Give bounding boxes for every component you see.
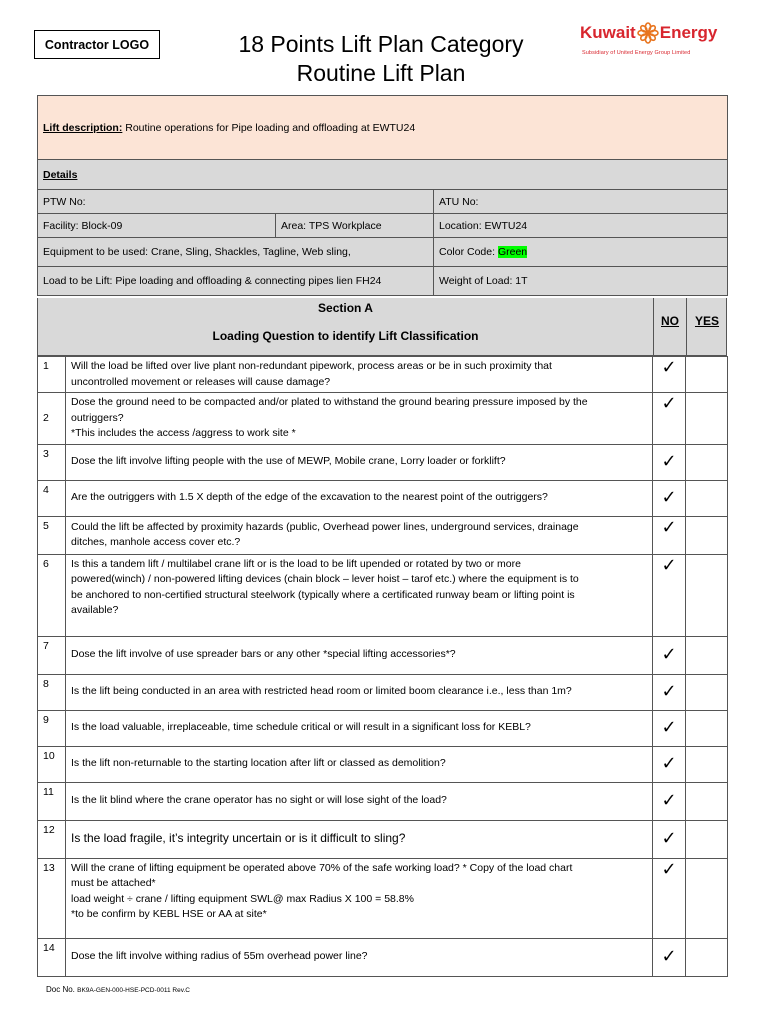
flower-icon <box>637 22 659 44</box>
section-subtitle: Loading Question to identify Lift Classification <box>212 329 479 343</box>
doc-number-value: BK9A-GEN-000-HSE-PCD-0011 Rev.C <box>77 987 190 994</box>
check-mark-icon: ✓ <box>661 858 677 879</box>
question-text-line: Dose the lift involve withing radius of 55m overhead power line? <box>71 950 368 963</box>
question-row <box>38 938 728 976</box>
no-answer-cell[interactable] <box>653 710 686 746</box>
question-text-line: Dose the ground need to be compacted and/or plated to withstand the ground bearing pressure imposed by the <box>71 396 588 408</box>
question-row <box>38 820 728 858</box>
question-number: 12 <box>38 820 66 858</box>
no-answer-cell[interactable] <box>653 636 686 674</box>
lift-description-row <box>38 96 728 160</box>
details-heading-row <box>38 160 728 190</box>
question-text-line: be anchored to non-certified structural steelwork (typically where a certificated runway beam or lifting point is <box>71 588 575 601</box>
yes-answer-cell[interactable] <box>686 393 728 445</box>
lift-details-table <box>37 95 728 296</box>
question-number: 11 <box>38 782 66 820</box>
yes-answer-cell[interactable] <box>686 820 728 858</box>
question-text-line: Is the lit blind where the crane operator has no sight or will lose sight of the load? <box>71 794 447 807</box>
area-field: Area: TPS Workplace <box>276 214 434 238</box>
question-number: 7 <box>38 636 66 674</box>
contractor-logo-placeholder: Contractor LOGO <box>34 30 160 59</box>
yes-answer-cell[interactable] <box>686 710 728 746</box>
brand-name-right: Energy <box>659 23 718 42</box>
no-answer-cell[interactable] <box>653 746 686 782</box>
question-text-line: load weight ÷ crane / lifting equipment SWL@ max Radius X 100 = 58.8% <box>71 892 414 905</box>
yes-answer-cell[interactable] <box>686 480 728 516</box>
color-code-value: Green <box>497 246 528 258</box>
question-text <box>66 393 653 445</box>
question-row <box>38 393 728 445</box>
weight-field: Weight of Load: 1T <box>434 267 728 296</box>
question-text <box>66 710 653 746</box>
question-row <box>38 444 728 480</box>
yes-answer-cell[interactable] <box>686 782 728 820</box>
no-answer-cell[interactable] <box>653 782 686 820</box>
question-text-line: available? <box>71 604 119 616</box>
no-answer-cell[interactable] <box>653 858 686 938</box>
yes-column-header: YES <box>694 314 719 328</box>
question-text <box>66 674 653 710</box>
question-number: 1 <box>38 357 66 393</box>
no-answer-cell[interactable] <box>653 444 686 480</box>
title-line-2: Routine Lift Plan <box>296 60 466 86</box>
question-text-line: Will the load be lifted over live plant non-redundant pipework, process areas or be in such proximity that <box>71 360 552 372</box>
check-mark-icon: ✓ <box>661 516 677 537</box>
question-text <box>66 357 653 393</box>
question-number: 9 <box>38 710 66 746</box>
question-text-line: uncontrolled movement or releases will cause damage? <box>71 375 331 388</box>
check-mark-icon: ✓ <box>661 554 677 575</box>
no-answer-cell[interactable] <box>653 480 686 516</box>
question-number: 14 <box>38 938 66 976</box>
question-text-line: ditches, manhole access cover etc.? <box>71 536 241 548</box>
yes-answer-cell[interactable] <box>686 674 728 710</box>
color-code-label: Color Code: <box>439 246 498 258</box>
document-number <box>46 985 190 994</box>
yes-answer-cell[interactable] <box>686 516 728 554</box>
yes-answer-cell[interactable] <box>686 554 728 636</box>
no-answer-cell[interactable] <box>653 674 686 710</box>
check-mark-icon: ✓ <box>661 681 677 702</box>
no-column-header: NO <box>661 314 679 328</box>
question-number: 10 <box>38 746 66 782</box>
lift-description-label: Lift description: <box>43 121 123 134</box>
check-mark-icon: ✓ <box>661 790 677 811</box>
lift-description-cell <box>38 96 728 160</box>
no-answer-cell[interactable] <box>653 938 686 976</box>
question-row <box>38 357 728 393</box>
no-answer-cell[interactable] <box>653 516 686 554</box>
question-text-line: Is the lift being conducted in an area with restricted head room or limited boom clearance i.e., less than 1m? <box>71 685 572 698</box>
details-heading: Details <box>43 168 78 181</box>
question-text-line: Dose the lift involve lifting people with the use of MEWP, Mobile crane, Lorry loader or forklift? <box>71 455 506 468</box>
page-title <box>200 30 562 88</box>
question-number: 8 <box>38 674 66 710</box>
question-row <box>38 746 728 782</box>
question-number: 2 <box>38 393 66 445</box>
question-text <box>66 938 653 976</box>
question-text <box>66 554 653 636</box>
question-text <box>66 636 653 674</box>
title-line-1: 18 Points Lift Plan Category <box>238 31 524 57</box>
question-row <box>38 674 728 710</box>
load-field: Load to be Lift: Pipe loading and offloading & connecting pipes lien FH24 <box>38 267 434 296</box>
question-row <box>38 480 728 516</box>
lift-description-value: Routine operations for Pipe loading and offloading at EWTU24 <box>122 121 416 134</box>
equipment-field: Equipment to be used: Crane, Sling, Shackles, Tagline, Web sling, <box>38 238 434 267</box>
check-mark-icon: ✓ <box>661 717 677 738</box>
question-text-line: Could the lift be affected by proximity hazards (public, Overhead power lines, underground services, drainage <box>71 520 579 533</box>
yes-answer-cell[interactable] <box>686 444 728 480</box>
load-row <box>38 267 728 296</box>
no-answer-cell[interactable] <box>653 820 686 858</box>
question-text-line: must be attached* <box>71 877 156 889</box>
equipment-row <box>38 238 728 267</box>
no-answer-cell[interactable] <box>653 393 686 445</box>
question-text-line: Is this a tandem lift / multilabel crane lift or is the load to be lift upended or rotated by two or more <box>71 557 521 570</box>
check-mark-icon: ✓ <box>661 946 677 967</box>
check-mark-icon: ✓ <box>661 357 677 377</box>
question-text-line: Is the lift non-returnable to the starting location after lift or classed as demolition? <box>71 757 446 770</box>
check-mark-icon: ✓ <box>661 487 677 508</box>
color-code-field <box>434 238 728 267</box>
question-row <box>38 782 728 820</box>
location-field: Location: EWTU24 <box>434 214 728 238</box>
kuwait-energy-logo <box>580 22 725 72</box>
brand-subtitle: Subsidiary of United Energy Group Limited <box>582 50 691 56</box>
section-title: Section A <box>318 301 373 315</box>
question-text <box>66 858 653 938</box>
ptw-field: PTW No: <box>38 190 434 214</box>
check-mark-icon: ✓ <box>661 451 677 472</box>
yes-answer-cell[interactable] <box>686 357 728 393</box>
question-number: 6 <box>38 554 66 636</box>
question-number: 3 <box>38 444 66 480</box>
yes-answer-cell[interactable] <box>686 636 728 674</box>
check-mark-icon: ✓ <box>661 828 677 849</box>
yes-answer-cell[interactable] <box>686 746 728 782</box>
question-text <box>66 782 653 820</box>
question-number: 5 <box>38 516 66 554</box>
no-answer-cell[interactable] <box>653 554 686 636</box>
check-mark-icon: ✓ <box>661 753 677 774</box>
doc-number-label: Doc No. <box>46 985 75 994</box>
question-text <box>66 746 653 782</box>
questions-table <box>37 356 728 977</box>
facility-field: Facility: Block-09 <box>38 214 276 238</box>
question-row <box>38 636 728 674</box>
question-text-line: Will the crane of lifting equipment be operated above 70% of the safe working load? * Copy of the load chart <box>71 861 573 874</box>
atu-field: ATU No: <box>434 190 728 214</box>
question-text-line: Is the load valuable, irreplaceable, time schedule critical or will result in a significant loss for KEBL? <box>71 721 531 734</box>
question-text-line: Dose the lift involve of use spreader bars or any other *special lifting accessories*? <box>71 648 456 661</box>
check-mark-icon: ✓ <box>661 644 677 665</box>
question-row <box>38 554 728 636</box>
no-answer-cell[interactable] <box>653 357 686 393</box>
question-text-line: Are the outriggers with 1.5 X depth of the edge of the excavation to the nearest point of the outriggers? <box>71 491 548 504</box>
question-text-line: powered(winch) / non-powered lifting devices (chain block – lever hoist – tarof etc.) where the equipment is to <box>71 573 579 585</box>
facility-row <box>38 214 728 238</box>
question-text-line: *This includes the access /aggress to work site * <box>71 427 296 439</box>
check-mark-icon: ✓ <box>661 393 677 413</box>
yes-answer-cell[interactable] <box>686 858 728 938</box>
brand-name-left: Kuwait <box>580 23 636 42</box>
question-text-line: Is the load fragile, it’s integrity uncertain or is it difficult to sling? <box>71 831 406 846</box>
ptw-row <box>38 190 728 214</box>
section-a-header <box>37 298 727 356</box>
question-text <box>66 480 653 516</box>
yes-answer-cell[interactable] <box>686 938 728 976</box>
question-text-line: *to be confirm by KEBL HSE or AA at site* <box>71 908 267 920</box>
question-row <box>38 516 728 554</box>
question-text <box>66 444 653 480</box>
question-text <box>66 820 653 858</box>
question-text-line: outriggers? <box>71 411 124 424</box>
question-number: 13 <box>38 858 66 938</box>
question-text <box>66 516 653 554</box>
question-row <box>38 710 728 746</box>
question-row <box>38 858 728 938</box>
question-number: 4 <box>38 480 66 516</box>
